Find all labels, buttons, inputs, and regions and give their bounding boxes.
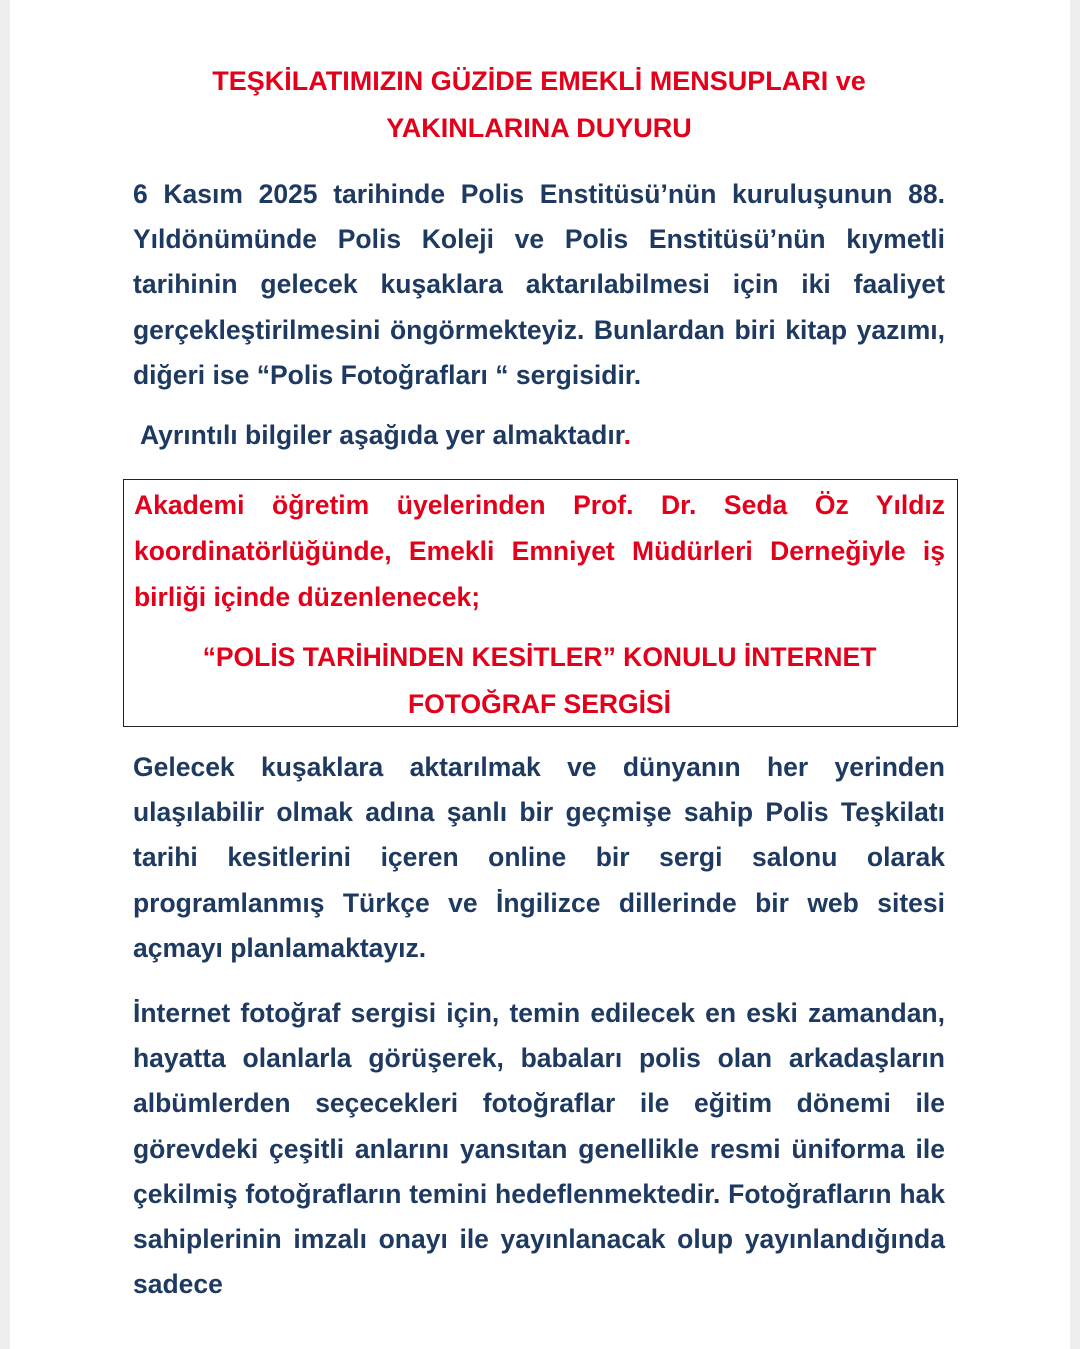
exhibition-heading-line-1: “POLİS TARİHİNDEN KESİTLER” KONULU İNTERNET [202, 642, 877, 672]
document-sheet [133, 58, 945, 458]
exhibition-notice-box [123, 479, 958, 727]
details-note-period: . [623, 420, 631, 451]
exhibition-notice-text: Akademi öğretim üyelerinden Prof. Dr. Seda Öz Yıldız koordinatörlüğünde, Emekli Emniyet Müdürleri Derneğiyle iş birliği içinde düzenlenecek; [134, 490, 945, 612]
document-title-line-2: YAKINLARINA DUYURU [386, 113, 692, 143]
body-paragraph-1: Gelecek kuşaklara aktarılmak ve dünyanın her yerinden ulaşılabilir olmak adına şanlı bir geçmişe sahip Polis Teşkilatı tarihi kesitlerini içeren online bir sergi salonu olarak programlanmış Türkçe ve İngilizce dillerinde bir web sitesi açmayı planlamaktayız. [133, 752, 945, 963]
document-body [133, 745, 945, 1307]
details-note-text: Ayrıntılı bilgiler aşağıda yer almaktadır [140, 420, 624, 451]
exhibition-heading-line-2: FOTOĞRAF SERGİSİ [407, 689, 672, 719]
exhibition-heading [134, 634, 945, 728]
details-note [133, 413, 945, 458]
intro-paragraph: 6 Kasım 2025 tarihinde Polis Enstitüsü’nün kuruluşunun 88. Yıldönümünde Polis Koleji ve Polis Enstitüsü’nün kıymetli tarihinin gelecek kuşaklara aktarılabilmesi için iki faaliyet gerçekleştirilmesini öngörmekteyiz. Bunlardan biri kitap yazımı, diğeri ise “Polis Fotoğrafları “ sergisidir. [133, 179, 945, 390]
document-title-line-1: TEŞKİLATIMIZIN GÜZİDE EMEKLİ MENSUPLARI ve [212, 66, 866, 96]
body-paragraph-2: İnternet fotoğraf sergisi için, temin edilecek en eski zamandan, hayatta olanlarla görüşerek, babaları polis olan arkadaşların albümlerden seçecekleri fotoğraflar ile eğitim dönemi ile görevdeki çeşitli anlarını yansıtan genellikle resmi üniforma ile çekilmiş fotoğrafların temini hedeflenmektedir. Fotoğrafların hak sahiplerinin imzalı onayı ile yayınlanacak olup yayınlandığında sadece [133, 998, 945, 1300]
